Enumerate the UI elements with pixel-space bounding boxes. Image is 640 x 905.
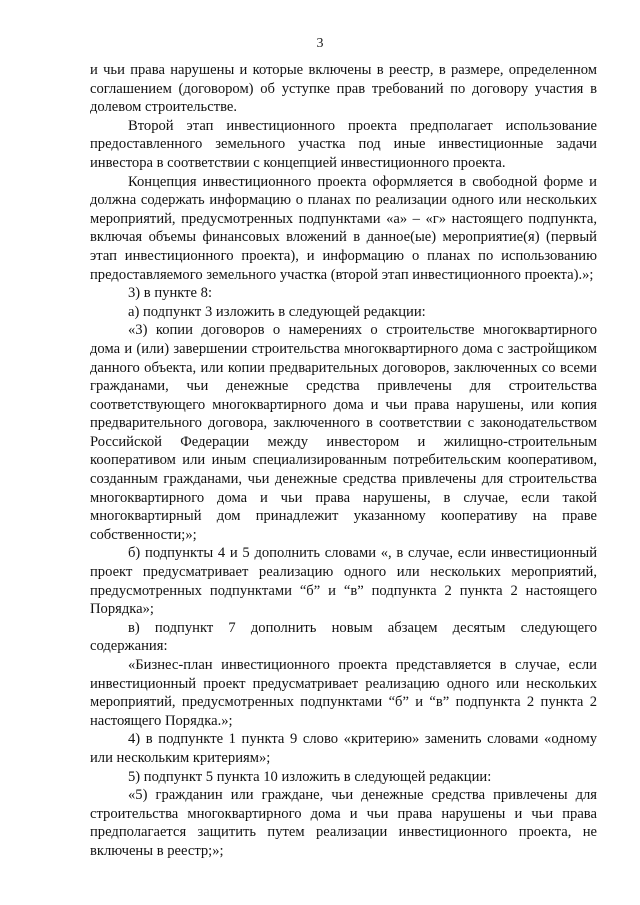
paragraph: в) подпункт 7 дополнить новым абзацем десятым следующего содержания: — [90, 619, 597, 655]
paragraph: а) подпункт 3 изложить в следующей редакции: — [128, 303, 426, 320]
paragraph: «5) гражданин или граждане, чьи денежные средства привлечены для строительства многоквартирного дома и чьи права нарушены и чьи права предполагается защитить путем реализации инвестиционного проекта, не включены в реестр;»; — [90, 787, 597, 859]
paragraph: «Бизнес-план инвестиционного проекта представляется в случае, если инвестиционный проект предусматривает реализацию одного или нескольких мероприятий, предусмотренных подпунктами “б” и “в” подпункта 2 пункта 2 настоящего Порядка.»; — [90, 657, 597, 729]
paragraph: 4) в подпункте 1 пункта 9 слово «критерию» заменить словами «одному или нескольким критериям»; — [90, 731, 597, 766]
paragraph: Второй этап инвестиционного проекта предполагает использование предоставленного земельного участка под иные инвестиционные задачи инвестора в соответствии с концепцией инвестиционного проекта. — [90, 117, 597, 171]
paragraph: 3) в пункте 8: — [128, 285, 213, 302]
document-body — [90, 61, 597, 861]
paragraph: б) подпункты 4 и 5 дополнить словами «, в случае, если инвестиционный проект предусматривает реализацию одного или нескольких мероприятий, предусмотренных подпунктами “б” и “в” подпункта 2 пункта 2 настоящего Порядка»; — [90, 545, 597, 618]
paragraph: Концепция инвестиционного проекта оформляется в свободной форме и должна содержать информацию о планах по реализации одного или нескольких мероприятий, предусмотренных подпунктами «а» – «г» настоящего подпункта, включая объемы финансовых вложений в данное(ые) мероприятие(я) (первый этап инвестиционного проекта), и информацию о планах по использованию предоставляемого земельного участка (второй этап инвестиционного проекта).»; — [90, 173, 597, 283]
page-number: 3 — [316, 36, 324, 51]
paragraph: «3) копии договоров о намерениях о строительстве многоквартирного дома и (или) завершении строительства многоквартирного дома с застройщиком данного объекта, или копии предварительных договоров, заключенных со всеми гражданами, чьи денежные средства привлечены для строительства соответствующего многоквартирного дома и чьи права нарушены, или копия предварительного договора, заключенного в соответствии с законодательством Российской Федерации между инвестором и жилищно-строительным кооперативом или иным специализированным потребительским кооперативом, созданным гражданами, чьи денежные средства привлечены для строительства многоквартирного дома и чьи права нарушены, в случае, если такой многоквартирный дом принадлежит указанному кооперативу на праве собственности;»; — [90, 322, 597, 543]
paragraph: и чьи права нарушены и которые включены в реестр, в размере, определенном соглашением (договором) об уступке прав требований по договору участия в долевом строительстве. — [90, 62, 597, 116]
paragraph: 5) подпункт 5 пункта 10 изложить в следующей редакции: — [128, 768, 492, 785]
